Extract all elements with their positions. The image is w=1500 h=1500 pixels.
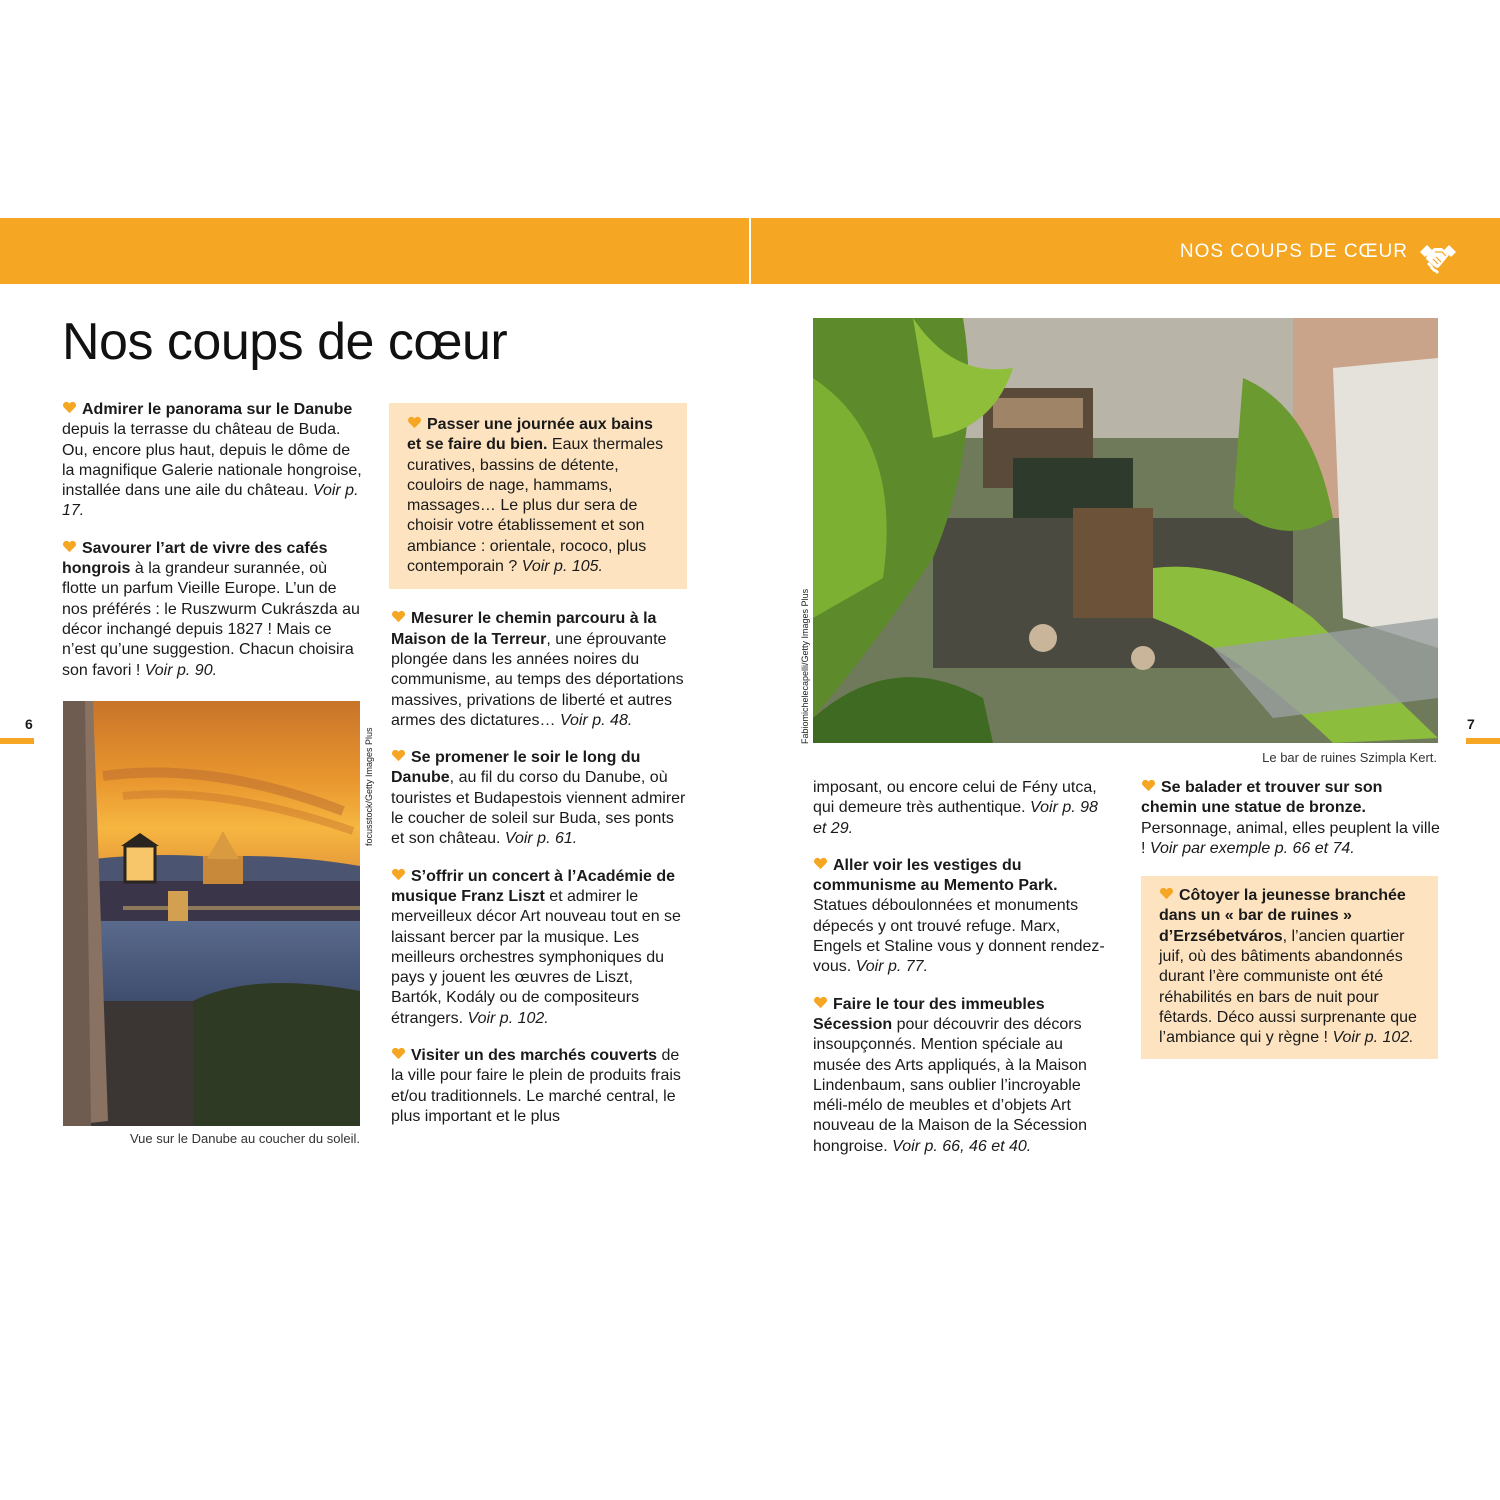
heart-icon bbox=[391, 749, 406, 762]
heart-icon bbox=[391, 610, 406, 623]
column-1 bbox=[62, 400, 362, 698]
danube-sunset-image bbox=[63, 701, 360, 1126]
column-3 bbox=[813, 778, 1113, 1174]
list-item bbox=[391, 609, 687, 731]
page-title: Nos coups de cœur bbox=[62, 313, 508, 371]
list-item bbox=[62, 400, 362, 522]
photo-credit-danube: focusstock/Getty Images Plus bbox=[364, 727, 374, 846]
item-title: Savourer l’art de vivre des cafés hongrois bbox=[62, 539, 328, 578]
list-item bbox=[62, 539, 362, 681]
list-item bbox=[391, 867, 687, 1029]
item-text: pour découvrir des décors insoupçonnés. Mention spéciale au musée des Arts appliqués, à la Maison Lindenbaum, sans oublier l’incroyable méli-mélo de meubles et d’objets Art nouveau de la Maison de la Sécession hongroise. bbox=[813, 1015, 1087, 1155]
page-ref: Voir p. 66, 46 et 40. bbox=[892, 1137, 1032, 1155]
heart-icon bbox=[391, 868, 406, 881]
list-item bbox=[813, 995, 1113, 1157]
item-text: depuis la terrasse du château de Buda. Ou, encore plus haut, depuis le dôme de la magnifique Galerie nationale hongroise, installée dans une aile du château. bbox=[62, 421, 362, 500]
page-ref: Voir p. 105. bbox=[521, 558, 603, 576]
item-text: de la ville pour faire le plein de produits frais et/ou traditionnels. Le marché central, le plus important et le plus bbox=[391, 1047, 681, 1125]
caption-danube: Vue sur le Danube au coucher du soleil. bbox=[129, 1131, 360, 1146]
heart-icon bbox=[62, 540, 77, 553]
page-ref: Voir p. 102. bbox=[1332, 1029, 1414, 1047]
caption-szimpla: Le bar de ruines Szimpla Kert. bbox=[1262, 750, 1437, 765]
item-title: Se promener le soir le long du Danube bbox=[391, 749, 641, 787]
item-text: , une éprouvante plongée dans les années noires du communisme, au temps des déportations massives, privations de liberté et autres armes des dictatures… bbox=[391, 630, 684, 729]
page-ref: Voir p. 90. bbox=[144, 661, 218, 679]
item-text: Statues déboulonnées et monuments dépecés y ont trouvé refuge. Marx, Engels et Staline vous y donnent rendez-vous. bbox=[813, 897, 1105, 976]
list-item bbox=[1141, 778, 1441, 859]
folio-bar-left bbox=[0, 738, 34, 744]
page-ref: Voir p. 102. bbox=[467, 1009, 549, 1027]
folio-bar-right bbox=[1466, 738, 1500, 744]
item-text: , l’ancien quartier juif, où des bâtiments abandonnés durant l’ère communiste ont été réhabilités en bars de nuit pour fêtards. Déco aussi surprenante que l’ambiance qui y règne ! bbox=[1159, 927, 1417, 1047]
item-title: Visiter un des marchés couverts bbox=[411, 1047, 658, 1065]
item-text: Personnage, animal, elles peuplent la ville ! bbox=[1141, 819, 1440, 857]
item-text: et admirer le merveilleux décor Art nouveau tout en se laissant bercer par la musique. Les meilleurs orchestres symphoniques du pays y jouent les œuvres de Liszt, Bartók, Kodály ou de compositeurs étrangers. bbox=[391, 887, 681, 1027]
item-title: Admirer le panorama sur le Danube bbox=[82, 401, 353, 418]
highlight-box-bains bbox=[389, 403, 687, 589]
photo-credit-szimpla: Fabiomichelecapelli/Getty Images Plus bbox=[800, 588, 810, 744]
page-ref: Voir p. 17. bbox=[62, 482, 359, 520]
item-title: Se balader et trouver sur son chemin une statue de bronze. bbox=[1141, 779, 1383, 817]
item-title: Passer une journée aux bains et se faire du bien. bbox=[407, 416, 653, 454]
heart-icon bbox=[813, 996, 828, 1009]
item-text: , au fil du corso du Danube, où touristes et Budapestois viennent admirer le coucher de soleil sur Buda, ses ponts et son château. bbox=[391, 769, 686, 848]
handshake-icon bbox=[1418, 242, 1458, 276]
highlight-box-bar-de-ruines bbox=[1141, 876, 1438, 1058]
page-number-left: 6 bbox=[25, 716, 33, 732]
szimpla-kert-image bbox=[813, 318, 1438, 743]
page-ref: Voir p. 48. bbox=[559, 711, 633, 729]
heart-icon bbox=[813, 857, 828, 870]
photo-szimpla-kert bbox=[813, 318, 1438, 743]
item-title: Aller voir les vestiges du communisme au Memento Park. bbox=[813, 856, 1058, 895]
heart-icon bbox=[391, 1047, 406, 1060]
running-head: NOS COUPS DE CŒUR bbox=[1179, 241, 1408, 262]
page-ref: Voir p. 77. bbox=[855, 958, 929, 976]
page-number-right: 7 bbox=[1467, 716, 1475, 732]
item-text: Eaux thermales curatives, bassins de détente, couloirs de nage, hammams, massages… Le plus dur sera de choisir votre établissement et son ambiance : orientale, rococo, plus contemporain ? bbox=[407, 436, 664, 576]
photo-danube-sunset bbox=[63, 701, 360, 1126]
page-ref: Voir p. 98 et 29. bbox=[813, 799, 1098, 837]
item-title: Mesurer le chemin parcouru à la Maison de la Terreur bbox=[391, 610, 657, 648]
item-text: à la grandeur surannée, où flotte un parfum Vieille Europe. L’un de nos préférés : le Ruszwurm Cukrászda au décor inchangé depuis 1827 ! Mais ce n’est qu’une suggestion. Chacun choisira son favori ! bbox=[62, 560, 360, 679]
item-text: imposant, ou encore celui de Fény utca, qui demeure très authentique. bbox=[813, 779, 1097, 817]
item-title: Côtoyer la jeunesse branchée dans un « bar de ruines » d’Erzsébetváros bbox=[1159, 887, 1406, 945]
page-ref: Voir p. 61. bbox=[504, 830, 578, 848]
heart-icon bbox=[1159, 887, 1174, 900]
list-item bbox=[391, 748, 687, 849]
page-ref: Voir par exemple p. 66 et 74. bbox=[1149, 839, 1355, 857]
item-title: Faire le tour des immeubles Sécession bbox=[813, 995, 1045, 1033]
list-item bbox=[391, 1046, 687, 1127]
heart-icon bbox=[1141, 779, 1156, 792]
header-band-left bbox=[0, 218, 749, 284]
list-item-continued bbox=[813, 778, 1113, 839]
column-4 bbox=[1141, 778, 1441, 1076]
list-item bbox=[813, 856, 1113, 978]
heart-icon bbox=[62, 401, 77, 414]
item-title: S’offrir un concert à l’Académie de musique Franz Liszt bbox=[391, 867, 676, 905]
column-2 bbox=[391, 403, 687, 1144]
heart-icon bbox=[407, 416, 422, 429]
